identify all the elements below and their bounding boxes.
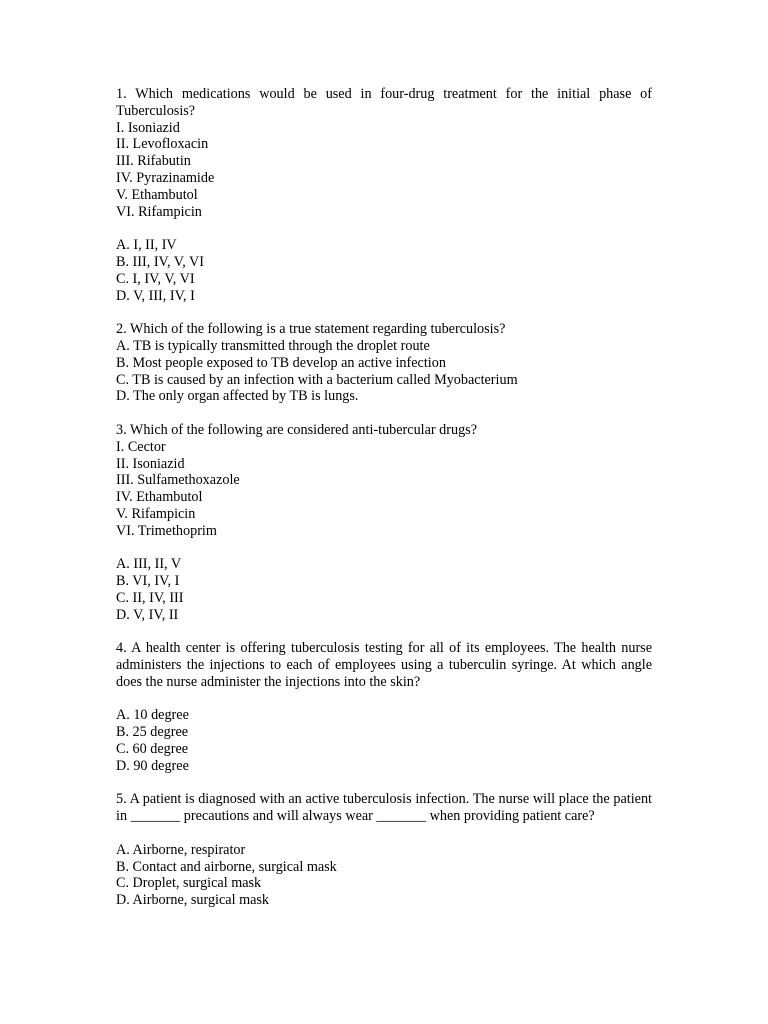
- question-stem: 4. A health center is offering tuberculosis testing for all of its employees. The health nurse administers the injections to each of employees using a tuberculin syringe. At which angle does the nurse administer the injections into the skin?: [116, 640, 652, 690]
- answer-choice: A. 10 degree: [116, 707, 189, 724]
- answer-choice: A. Airborne, respirator: [116, 841, 246, 858]
- question-5: [116, 791, 652, 909]
- question-item: D. The only organ affected by TB is lungs.: [116, 388, 359, 405]
- question-item: V. Ethambutol: [116, 186, 198, 203]
- question-item: II. Isoniazid: [116, 455, 185, 472]
- answer-choice: A. I, II, IV: [116, 237, 177, 254]
- question-2: [116, 321, 652, 405]
- question-3: [116, 422, 652, 624]
- answer-choice: B. III, IV, V, VI: [116, 253, 205, 270]
- answer-choice: D. V, III, IV, I: [116, 287, 195, 304]
- question-item: VI. Trimethoprim: [116, 522, 217, 539]
- question-item: C. TB is caused by an infection with a bacterium called Myobacterium: [116, 371, 518, 388]
- answer-choice: C. II, IV, III: [116, 589, 184, 606]
- answer-choices: [116, 707, 652, 774]
- question-item: A. TB is typically transmitted through the droplet route: [116, 337, 430, 354]
- question-stem: 5. A patient is diagnosed with an active tuberculosis infection. The nurse will place the patient in _______ precautions and will always wear _______ when providing patient care?: [116, 791, 652, 825]
- answer-choice: B. 25 degree: [116, 724, 189, 741]
- question-stem: 1. Which medications would be used in four-drug treatment for the initial phase of Tuberculosis?: [116, 86, 652, 119]
- answer-choice: D. 90 degree: [116, 757, 189, 774]
- question-4: [116, 640, 652, 774]
- question-item: VI. Rifampicin: [116, 203, 202, 220]
- answer-choices: [116, 842, 652, 909]
- question-item: I. Isoniazid: [116, 119, 180, 136]
- question-item: III. Sulfamethoxazole: [116, 472, 240, 489]
- question-item: III. Rifabutin: [116, 153, 191, 170]
- question-item: IV. Pyrazinamide: [116, 169, 215, 186]
- question-item: I. Cector: [116, 438, 166, 455]
- answer-choices: [116, 556, 652, 623]
- answer-choices: [116, 237, 652, 304]
- quiz-document: [116, 86, 652, 926]
- question-item: B. Most people exposed to TB develop an active infection: [116, 354, 446, 371]
- question-stem: 3. Which of the following are considered anti-tubercular drugs?: [116, 421, 477, 438]
- answer-choice: C. 60 degree: [116, 741, 189, 758]
- answer-choice: D. Airborne, surgical mask: [116, 892, 270, 909]
- question-item: V. Rifampicin: [116, 505, 196, 522]
- question-item: II. Levofloxacin: [116, 136, 209, 153]
- answer-choice: C. I, IV, V, VI: [116, 270, 195, 287]
- answer-choice: B. Contact and airborne, surgical mask: [116, 858, 337, 875]
- answer-choice: D. V, IV, II: [116, 606, 179, 623]
- question-stem: 2. Which of the following is a true statement regarding tuberculosis?: [116, 321, 506, 338]
- answer-choice: A. III, II, V: [116, 556, 182, 573]
- question-1: [116, 86, 652, 304]
- answer-choice: C. Droplet, surgical mask: [116, 875, 262, 892]
- question-item: IV. Ethambutol: [116, 489, 203, 506]
- answer-choice: B. VI, IV, I: [116, 573, 180, 590]
